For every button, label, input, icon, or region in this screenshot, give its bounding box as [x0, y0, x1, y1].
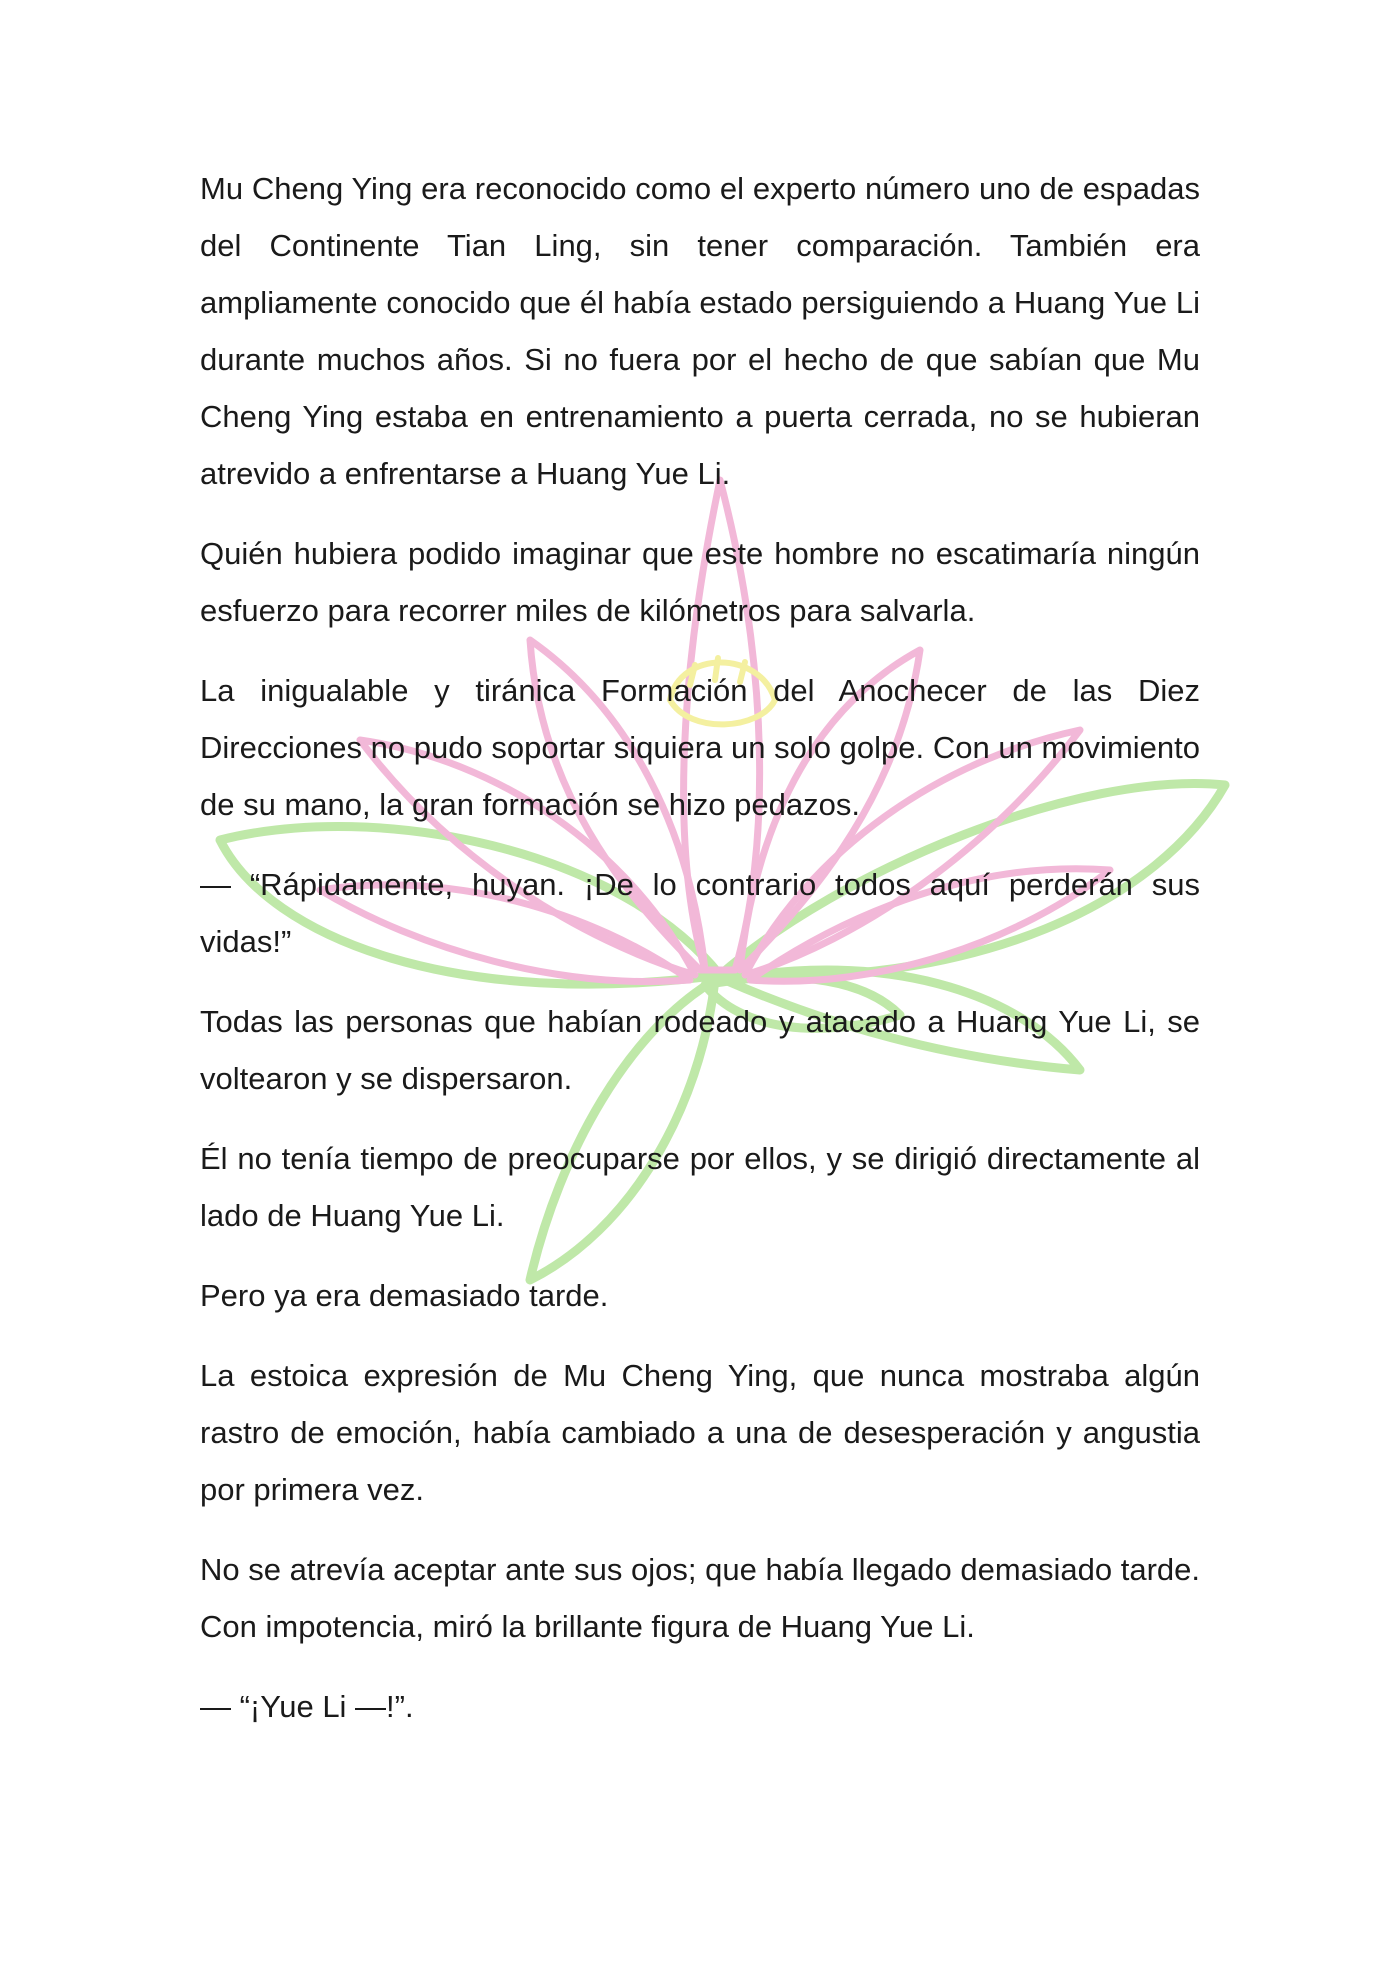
paragraph: Todas las personas que habían rodeado y atacado a Huang Yue Li, se voltearon y se dispersaron. [200, 1004, 1200, 1096]
paragraph: Quién hubiera podido imaginar que este hombre no escatimaría ningún esfuerzo para recorrer miles de kilómetros para salvarla. [200, 536, 1200, 628]
paragraph: Él no tenía tiempo de preocuparse por ellos, y se dirigió directamente al lado de Huang Yue Li. [200, 1141, 1200, 1233]
paragraph: La estoica expresión de Mu Cheng Ying, que nunca mostraba algún rastro de emoción, había cambiado a una de desesperación y angustia por primera vez. [200, 1358, 1200, 1507]
document-body [200, 160, 1200, 1758]
paragraph: No se atrevía aceptar ante sus ojos; que había llegado demasiado tarde. Con impotencia, miró la brillante figura de Huang Yue Li. [200, 1552, 1200, 1644]
paragraph: — “¡Yue Li —!”. [200, 1689, 414, 1724]
paragraph: Mu Cheng Ying era reconocido como el experto número uno de espadas del Continente Tian Ling, sin tener comparación. También era ampliamente conocido que él había estado persiguiendo a Huang Yue Li durante muchos años. Si no fuera por el hecho de que sabían que Mu Cheng Ying estaba en entrenamiento a puerta cerrada, no se hubieran atrevido a enfrentarse a Huang Yue Li. [200, 171, 1200, 491]
paragraph: — “Rápidamente, huyan. ¡De lo contrario todos aquí perderán sus vidas!” [200, 867, 1200, 959]
paragraph: Pero ya era demasiado tarde. [200, 1278, 609, 1313]
paragraph: La inigualable y tiránica Formación del Anochecer de las Diez Direcciones no pudo soportar siquiera un solo golpe. Con un movimiento de su mano, la gran formación se hizo pedazos. [200, 673, 1200, 822]
